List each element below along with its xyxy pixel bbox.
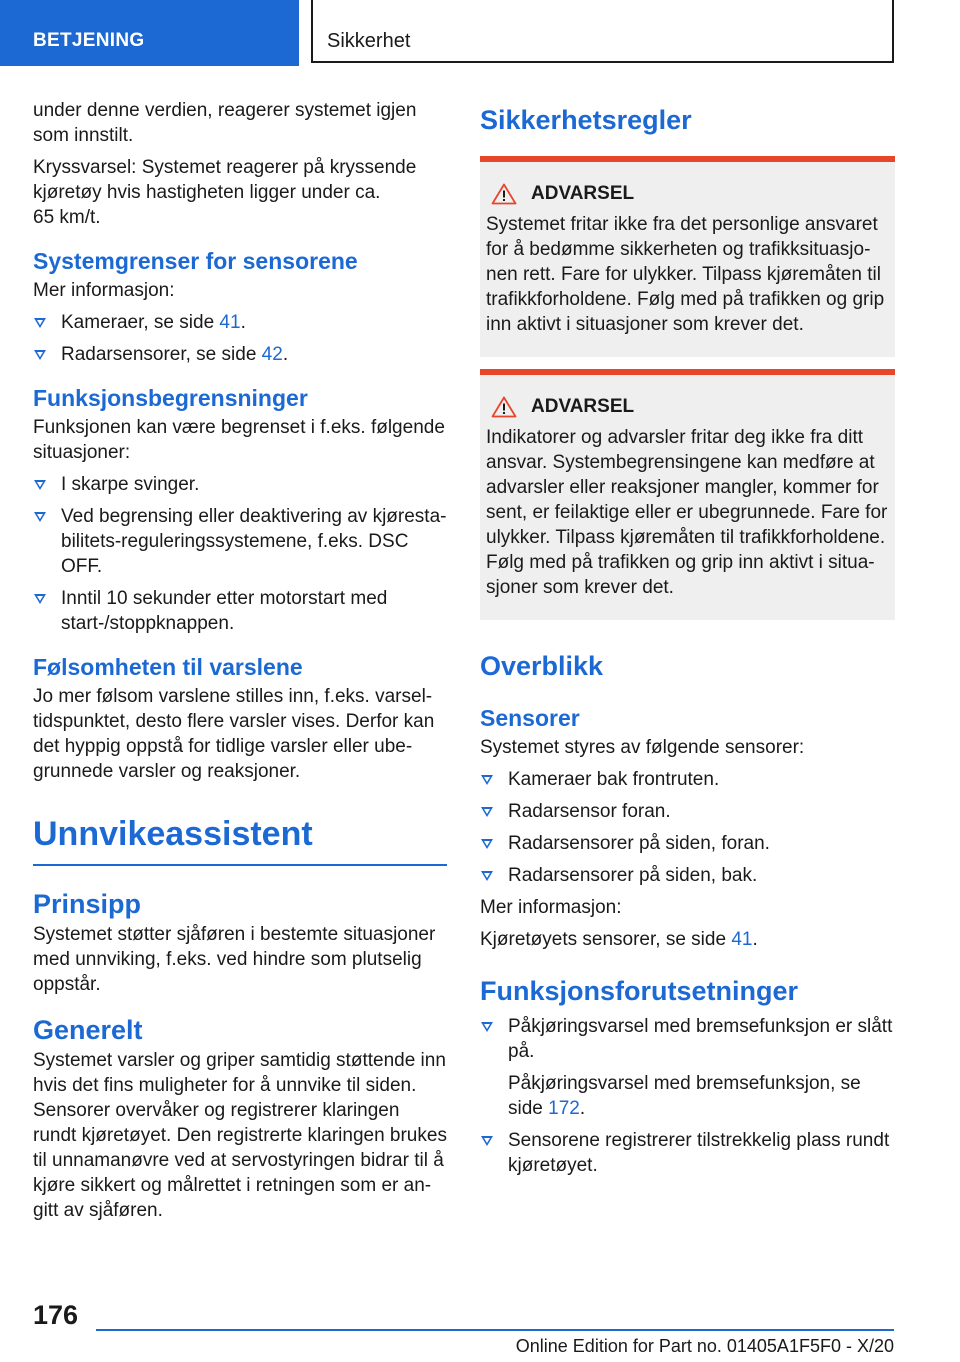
warning-triangle-icon [491,183,517,205]
list-item: Sensorene registrerer tilstrekkelig plass rundt kjøretøyet. [480,1128,895,1178]
footer-rule [96,1329,894,1331]
heading-generelt: Generelt [33,1015,143,1045]
warning-triangle-icon [491,396,517,418]
paragraph: Funksjonen kan være begrenset i f.eks. følgende situasjoner: [33,417,445,463]
page-link[interactable]: 41 [219,312,241,333]
bullet-list [480,767,895,888]
heading-systemgrenser: Systemgrenser for sensorene [33,248,358,274]
heading-sensorer: Sensorer [480,705,580,731]
triangle-bullet-icon [34,512,46,522]
section-label: BETJENING [33,30,145,51]
heading-funksjonsbegrensninger: Funksjonsbegrensninger [33,385,308,411]
triangle-bullet-icon [34,350,46,360]
heading-overblikk: Overblikk [480,651,604,681]
heading-funksjonsforutsetninger: Funksjonsforutsetninger [480,976,799,1006]
bullet-list [33,310,447,367]
warning-text: Indikatorer og advarsler fritar deg ikke fra ditt ansvar. Systembegrensingene kan medføre at advarsler eller reaksjoner mangler, kommer for sent, er feilaktige eller er ubegrunnede. Fare for ulykker. Tilpass kjøremåten til trafikkforholdene. Følg med på trafikken og grip inn aktivt i situasjoner som krever det. [486,427,888,598]
paragraph: under denne verdien, reagerer systemet igjen som innstilt. [33,100,417,146]
page-link[interactable]: 41 [731,929,753,950]
triangle-bullet-icon [34,594,46,604]
list-item: Radarsensorer på siden, foran. [480,831,895,856]
sub-paragraph: Påkjøringsvarsel med bremsefunksjon, se side 172. [508,1073,861,1119]
triangle-bullet-icon [481,775,493,785]
triangle-bullet-icon [481,807,493,817]
paragraph: Mer informasjon: [480,897,622,918]
heading-folsomhet: Følsomheten til varslene [33,654,303,680]
paragraph: Systemet varsler og griper samtidig støttende inn hvis det fins muligheter for å unnvike til siden. Sensorer overvåker og registrerer klaringen rundt kjøretøyet. Den registrerte klaringen brukes til unnamanøvre ved at servostyringen bidrar til å kjøre sikkert og målrettet i retningen som er angitt av sjåføren. [33,1050,447,1221]
right-column [480,98,895,1178]
triangle-bullet-icon [34,318,46,328]
paragraph: Systemet støtter sjåføren i bestemte situasjoner med unnviking, f.eks. ved hindre som plutselig oppstår. [33,924,436,995]
warning-title: ADVARSEL [486,394,889,419]
paragraph: Systemet styres av følgende sensorer: [480,737,805,758]
paragraph: Kryssvarsel: Systemet reagerer på kryssende kjøretøy hvis hastigheten ligger under ca. 65 km/t. [33,157,417,228]
heading-sikkerhetsregler: Sikkerhetsregler [480,105,692,135]
heading-prinsipp: Prinsipp [33,889,142,919]
list-item: Påkjøringsvarsel med bremsefunksjon er slått på. Påkjøringsvarsel med bremsefunksjon, se side 172. [480,1014,895,1121]
warning-text: Systemet fritar ikke fra det personlige ansvaret for å bedømme sikkerheten og trafikksituasjonen rett. Fare for ulykker. Tilpass kjøremåten til trafikkforholdene. Følg med på trafikken og grip inn aktivt i situasjoner som krever det. [486,214,885,335]
triangle-bullet-icon [481,1022,493,1032]
triangle-bullet-icon [481,871,493,881]
list-item: Ved begrensing eller deaktivering av kjørestabilitets-reguleringssystemene, f.eks. DSC OFF. [33,504,447,579]
section-tab [0,0,299,66]
chapter-label: Sikkerhet [327,30,411,52]
triangle-bullet-icon [34,480,46,490]
list-item: Inntil 10 sekunder etter motorstart med start-/stoppknappen. [33,586,447,636]
list-item: Radarsensorer på siden, bak. [480,863,895,888]
heading-unnvikeassistent: Unnvikeassistent [33,814,447,866]
page-link[interactable]: 172 [548,1098,580,1119]
bullet-list [480,1014,895,1178]
list-item: Radarsensor foran. [480,799,895,824]
left-column [33,98,447,1223]
list-item: I skarpe svinger. [33,472,447,497]
paragraph: Jo mer følsom varslene stilles inn, f.eks. varseltidspunktet, desto flere varsler vises. Derfor kan det hyppig oppstå for tidlige varsler eller ubegrunnede varsler og reaksjoner. [33,686,435,782]
list-item: Kameraer, se side 41. [33,310,447,335]
paragraph: Kjøretøyets sensorer, se side 41. [480,929,758,950]
warning-title: ADVARSEL [486,181,889,206]
triangle-bullet-icon [481,839,493,849]
list-item: Radarsensorer, se side 42. [33,342,447,367]
warning-box [480,156,895,357]
list-item: Kameraer bak frontruten. [480,767,895,792]
bullet-list [33,472,447,636]
page-number: 176 [33,1300,79,1330]
edition-note: Online Edition for Part no. 01405A1F5F0 - X/20 [515,1336,894,1356]
warning-box [480,369,895,620]
chapter-header [311,0,894,63]
paragraph: Mer informasjon: [33,280,175,301]
triangle-bullet-icon [481,1136,493,1146]
page-link[interactable]: 42 [261,344,283,365]
